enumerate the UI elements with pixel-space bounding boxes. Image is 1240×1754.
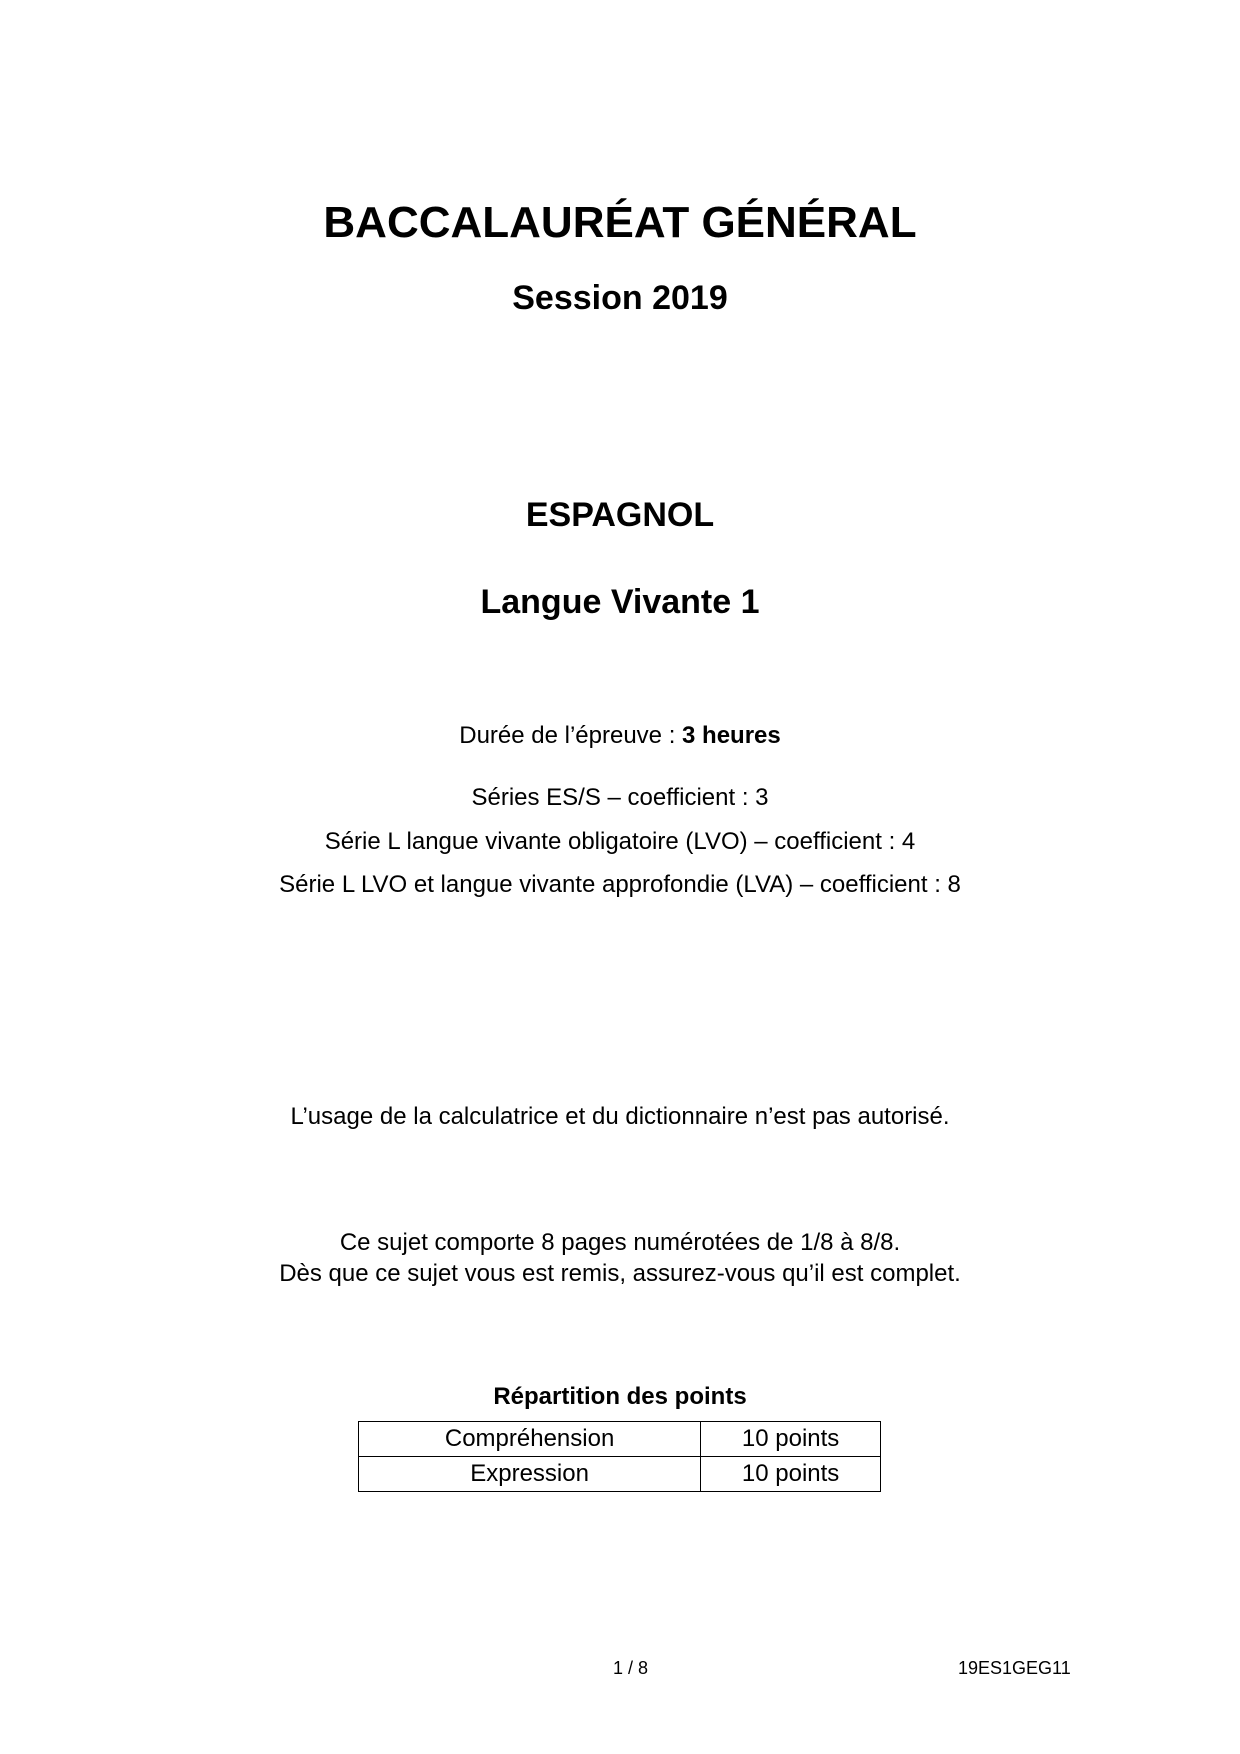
series-coefficient-line: Série L langue vivante obligatoire (LVO) – coefficient : 4 bbox=[324, 828, 916, 855]
table-row bbox=[359, 1422, 881, 1457]
table-cell-points: 10 points bbox=[701, 1457, 881, 1492]
table-cell-points: 10 points bbox=[701, 1422, 881, 1457]
series-coefficient-line: Série L LVO et langue vivante approfondie (LVA) – coefficient : 8 bbox=[279, 871, 961, 898]
session-title: Session 2019 bbox=[512, 279, 728, 317]
duration-label: Durée de l’épreuve : bbox=[459, 722, 683, 749]
completeness-notice: Dès que ce sujet vous est remis, assurez-vous qu’il est complet. bbox=[279, 1260, 961, 1287]
table-cell-part: Compréhension bbox=[359, 1422, 701, 1457]
document-title: BACCALAURÉAT GÉNÉRAL bbox=[323, 198, 917, 247]
table-row bbox=[359, 1457, 881, 1492]
language-level: Langue Vivante 1 bbox=[480, 583, 760, 621]
page-count-notice: Ce sujet comporte 8 pages numérotées de 1/8 à 8/8. bbox=[339, 1229, 901, 1256]
document-code: 19ES1GEG11 bbox=[958, 1658, 1071, 1678]
points-table bbox=[358, 1421, 881, 1492]
duration-value: 3 heures bbox=[682, 722, 781, 749]
page-number: 1 / 8 bbox=[613, 1658, 649, 1678]
series-coefficient-line: Séries ES/S – coefficient : 3 bbox=[471, 784, 769, 811]
exam-duration bbox=[0, 722, 1240, 750]
calculator-notice: L’usage de la calculatrice et du dictionnaire n’est pas autorisé. bbox=[290, 1103, 950, 1130]
subject-name: ESPAGNOL bbox=[525, 496, 715, 534]
points-table-title: Répartition des points bbox=[493, 1383, 747, 1410]
table-cell-part: Expression bbox=[359, 1457, 701, 1492]
